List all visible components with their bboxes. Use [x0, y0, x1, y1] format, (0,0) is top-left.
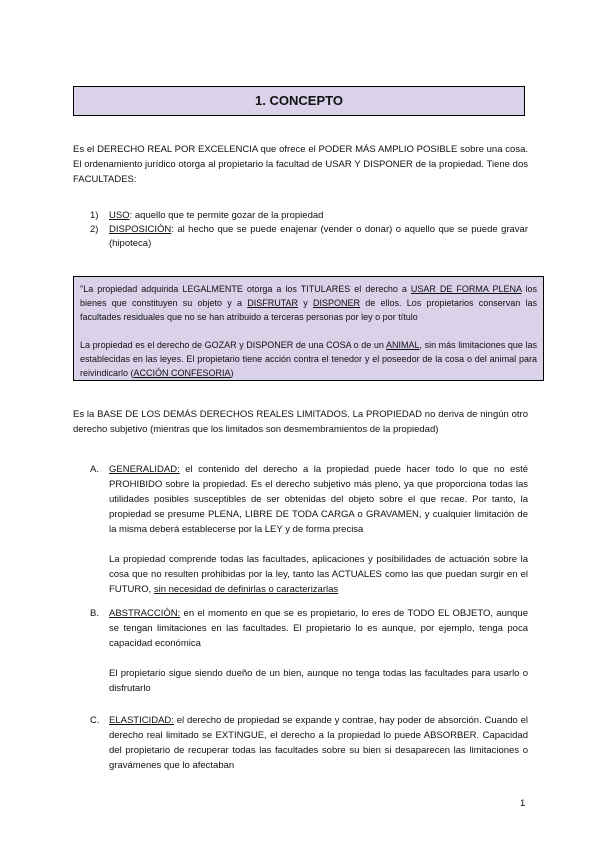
section-term: GENERALIDAD: — [109, 464, 180, 475]
section-title-box — [73, 86, 525, 116]
section-letter: B. — [90, 608, 99, 619]
list-item — [90, 223, 528, 251]
underlined-term: DISFRUTAR — [247, 298, 299, 308]
intro-paragraph — [73, 142, 528, 187]
intro-text-7: de la propiedad. Tiene dos FACULTADES: — [73, 159, 528, 185]
underlined-term: DISPONER — [313, 298, 361, 308]
list-number: 2) — [90, 224, 99, 235]
section-text: el derecho de propiedad se expande y contrae, hay poder de absorción. Cuando el derecho real limitado se EXTINGUE, el derecho a la propiedad lo puede ABSORBER. Capacidad del propietario de recuperar todas las facultades sobre su bien si desaparecen las limitaciones o gravámenes que lo afectaban — [109, 715, 528, 771]
underlined-term: ACCIÓN CONFESORIA — [133, 368, 231, 378]
intro-text-4: PODER MÁS AMPLIO POSIBLE — [318, 144, 458, 155]
list-text: : aquello que te permite gozar de la propiedad — [129, 210, 324, 221]
section-letter: A. — [90, 464, 99, 475]
list-item — [90, 209, 528, 223]
section-term: ABSTRACCIÓN: — [109, 608, 181, 619]
term-uso: USO — [109, 210, 130, 221]
underlined-term: USAR DE FORMA PLENA — [410, 284, 522, 294]
underlined-term: sin necesidad de definirlas o caracterizarlas — [153, 584, 339, 595]
page-number: 1 — [520, 798, 526, 809]
quote-paragraph-2: La propiedad es el derecho de GOZAR y DISPONER de una COSA o de un ANIMAL, sin más limitaciones que las establecidas en las leyes. El propietario tiene acción contra el tenedor y el poseedor de la cosa o del animal para reivindicarlo (ACCIÓN CONFESORIA) — [80, 340, 537, 378]
list-text: : al hecho que se puede enajenar (vender o donar) o aquello que se puede gravar (hipoteca) — [109, 224, 528, 249]
intro-text-1: Es el — [73, 144, 98, 155]
section-text: el contenido del derecho a la propiedad puede hacer todo lo que no esté PROHIBIDO sobre la propiedad. Es el derecho subjetivo más pleno, ya que proporciona todas las utilidades posibles susceptibles de ser obtenidas del objeto sobre el que recae. Por tanto, la propiedad se presume PLENA, LIBRE DE TODA CARGA o GRAVAMEN, y cualquier limitación de la misma deberá establecerse por la LEY y de forma precisa — [109, 464, 528, 535]
intro-text-5: sobre una cosa. El ordenamiento jurídico otorga al propietario la facultad de — [73, 144, 528, 170]
section-letter: C. — [90, 715, 100, 726]
section-sub-paragraph: La propiedad comprende todas las facultades, aplicaciones y posibilidades de actuación sobre la cosa que no resulten prohibidas por la ley, tanto las ACTUALES como las que puedan surgir en el FUTURO, sin necesidad de definirlas o caracterizarlas — [109, 554, 528, 595]
section-term: ELASTICIDAD: — [109, 715, 174, 726]
legal-quote-box — [73, 276, 544, 381]
list-number: 1) — [90, 210, 99, 221]
intro-text-6: USAR Y DISPONER — [325, 159, 413, 170]
term-disposicion: DISPOSICIÓN — [109, 224, 172, 235]
intro-text-3: que ofrece el — [257, 144, 319, 155]
base-paragraph: Es la BASE DE LOS DEMÁS DERECHOS REALES LIMITADOS. La PROPIEDAD no deriva de ningún otro derecho subjetivo (mientras que los limitados son desmembramientos de la propiedad) — [73, 409, 528, 435]
faculties-list — [90, 209, 528, 251]
section-c — [90, 713, 528, 773]
section-b — [90, 606, 528, 696]
section-a — [90, 462, 528, 597]
section-text: en el momento en que se es propietario, lo eres de TODO EL OBJETO, aunque se tengan limitaciones en las facultades. El propietario lo es aunque, por ejemplo, tenga poca capacidad económica — [109, 608, 528, 649]
quote-paragraph-1: "La propiedad adquirida LEGALMENTE otorga a los TITULARES el derecho a USAR DE FORMA PLENA los bienes que constituyen su objeto y a DISFRUTAR y DISPONER de ellos. Los propietarios conservan las facultades residuales que no se han atribuido a terceras personas por ley o por título — [80, 284, 537, 322]
underlined-term: ANIMAL — [385, 340, 420, 350]
section-sub-paragraph: El propietario sigue siendo dueño de un bien, aunque no tenga todas las facultades para usarlo o disfrutarlo — [109, 668, 528, 694]
intro-text-2: DERECHO REAL POR EXCELENCIA — [97, 144, 258, 155]
section-title: 1. CONCEPTO — [255, 93, 343, 108]
